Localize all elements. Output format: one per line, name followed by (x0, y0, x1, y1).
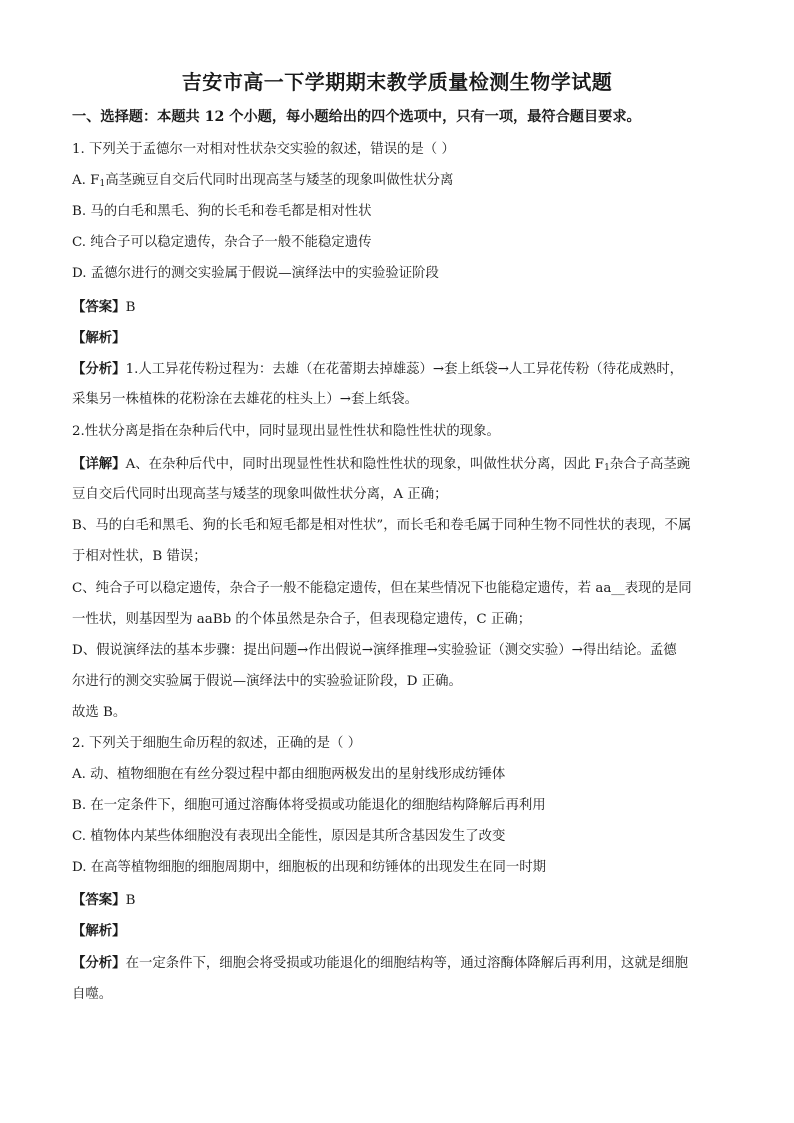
page-title: 吉安市高一下学期期末教学质量检测生物学试题 (181, 70, 613, 94)
q1-detail-a-subscript: 1 (604, 463, 610, 473)
q2-fenxi-line1 (72, 954, 732, 973)
q1-detail-tag: 【详解】 (72, 456, 126, 472)
q2-analysis-tag: 【解析】 (72, 923, 126, 939)
q1-detail-c-line1: C、纯合子可以稳定遗传，杂合子一般不能稳定遗传，但在某些情况下也能稳定遗传，若 aa__表现的是同 (72, 581, 692, 596)
q1-answer-tag: 【答案】 (72, 299, 126, 315)
q2-fenxi-line2: 自噬。 (72, 987, 113, 1002)
q2-option-d: D. 在高等植物细胞的细胞周期中，细胞板的出现和纺锤体的出现发生在同一时期 (72, 860, 547, 875)
q1-fenxi-line3: 2.性状分离是指在杂种后代中，同时显现出显性性状和隐性性状的现象。 (72, 424, 500, 439)
q1-option-a-subscript: 1 (99, 179, 106, 189)
q1-answer (72, 298, 732, 317)
q2-fenxi-text1: 在一定条件下，细胞会将受损或功能退化的细胞结构等，通过溶酶体降解后再利用，这就是细胞 (125, 956, 688, 971)
q2-fenxi-tag: 【分析】 (72, 955, 126, 971)
q1-stem: 1. 下列关于孟德尔一对相对性状杂交实验的叙述，错误的是（ ） (72, 142, 455, 157)
q1-detail-c-line2: 一性状，则基因型为 aaBb 的个体虽然是杂合子，但表现稳定遗传，C 正确； (72, 612, 532, 627)
q1-fenxi-line1 (72, 360, 732, 379)
q1-fenxi-text1: 1.人工异花传粉过程为：去雄（在花蕾期去掉雄蕊）→套上纸袋→人工异花传粉（待花成熟时， (125, 362, 684, 377)
q1-conclusion: 故选 B。 (72, 705, 127, 720)
q1-analysis-tag: 【解析】 (72, 330, 126, 346)
q1-option-a-prefix: A. F (72, 173, 100, 188)
q1-option-d: D. 孟德尔进行的测交实验属于假说—演绎法中的实验验证阶段 (72, 266, 439, 281)
q1-detail-d-line1: D、假说演绎法的基本步骤：提出问题→作出假说→演绎推理→实验验证（测交实验）→得出结论。孟德 (72, 643, 677, 658)
q1-detail-a-pre: A、在杂种后代中，同时出现显性性状和隐性性状的现象，叫做性状分离，因此 F (125, 457, 605, 472)
q2-answer (72, 891, 732, 910)
q1-detail-a-post: 杂合子高茎豌 (609, 457, 691, 472)
q2-answer-tag: 【答案】 (72, 892, 126, 908)
q1-detail-b-line1: B、马的白毛和黑毛、狗的长毛和短毛都是相对性状”，而长毛和卷毛属于同种生物不同性状的表现，不属 (72, 518, 692, 533)
q1-answer-value: B (125, 300, 136, 315)
q2-stem: 2. 下列关于细胞生命历程的叙述，正确的是（ ） (72, 736, 362, 751)
q1-option-a-text: 高茎豌豆自交后代同时出现高茎与矮茎的现象叫做性状分离 (105, 173, 454, 188)
q1-fenxi-tag: 【分析】 (72, 361, 126, 377)
q1-fenxi-line2: 采集另一株植株的花粉涂在去雄花的柱头上）→套上纸袋。 (72, 392, 418, 407)
q2-option-a: A. 动、植物细胞在有丝分裂过程中都由细胞两极发出的星射线形成纺锤体 (72, 767, 506, 782)
q1-detail-d-line2: 尔进行的测交实验属于假说—演绎法中的实验验证阶段，D 正确。 (72, 674, 462, 689)
q1-option-b: B. 马的白毛和黑毛、狗的长毛和卷毛都是相对性状 (72, 204, 372, 219)
q1-detail-a-line1 (72, 455, 732, 474)
q2-answer-value: B (125, 893, 136, 908)
q1-option-a (72, 172, 732, 190)
q2-option-b: B. 在一定条件下，细胞可通过溶酶体将受损或功能退化的细胞结构降解后再利用 (72, 798, 546, 813)
q1-detail-b-line2: 于相对性状，B 错误； (72, 549, 207, 564)
q2-option-c: C. 植物体内某些体细胞没有表现出全能性，原因是其所含基因发生了改变 (72, 829, 506, 844)
q1-option-c: C. 纯合子可以稳定遗传，杂合子一般不能稳定遗传 (72, 235, 372, 250)
section-heading: 一、选择题：本题共 12 个小题，每小题给出的四个选项中，只有一项，最符合题目要求。 (72, 109, 641, 125)
q1-detail-a-line2: 豆自交后代同时出现高茎与矮茎的现象叫做性状分离，A 正确； (72, 487, 448, 502)
